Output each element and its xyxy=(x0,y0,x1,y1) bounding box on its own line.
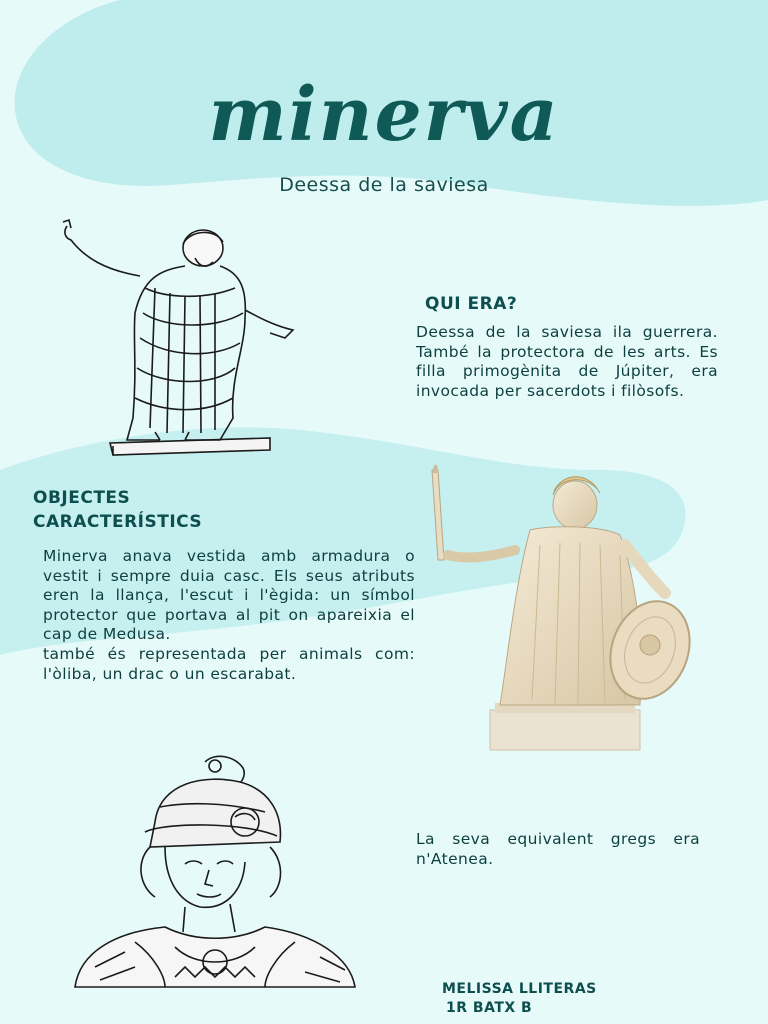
helmeted-bust-drawing xyxy=(65,752,365,1002)
author-name: MELISSA LLITERAS xyxy=(442,981,597,997)
page-title: minerva xyxy=(208,72,560,158)
author-class: 1R BATX B xyxy=(446,1000,533,1016)
objects-heading-line1: OBJECTES xyxy=(33,488,131,508)
marble-statue-image xyxy=(420,465,695,755)
objects-paragraph-2: també és representada per animals com: l'òliba, un drac o un escarabat. xyxy=(43,644,415,683)
objects-heading xyxy=(33,486,202,534)
standing-statue-drawing xyxy=(55,218,300,463)
objects-paragraph-1: Minerva anava vestida amb armadura o vestit i sempre duia casc. Els seus atributs eren la llança, l'escut i l'ègida: un símbol protector que portava al pit on apareixia el cap de Medusa. xyxy=(43,547,415,644)
greek-text: La seva equivalent gregs era n'Atenea. xyxy=(416,830,700,868)
objects-heading-line2: CARACTERÍSTICS xyxy=(33,512,203,532)
who-heading: QUI ERA? xyxy=(425,294,518,314)
who-text: Deessa de la saviesa ila guerrera. També la protectora de les arts. Es filla primogènita de Júpiter, era invocada per sacerdots i filòsofs. xyxy=(416,323,718,400)
author-block xyxy=(442,980,597,1018)
page-subtitle: Deessa de la saviesa xyxy=(279,174,489,196)
objects-text xyxy=(43,547,415,684)
